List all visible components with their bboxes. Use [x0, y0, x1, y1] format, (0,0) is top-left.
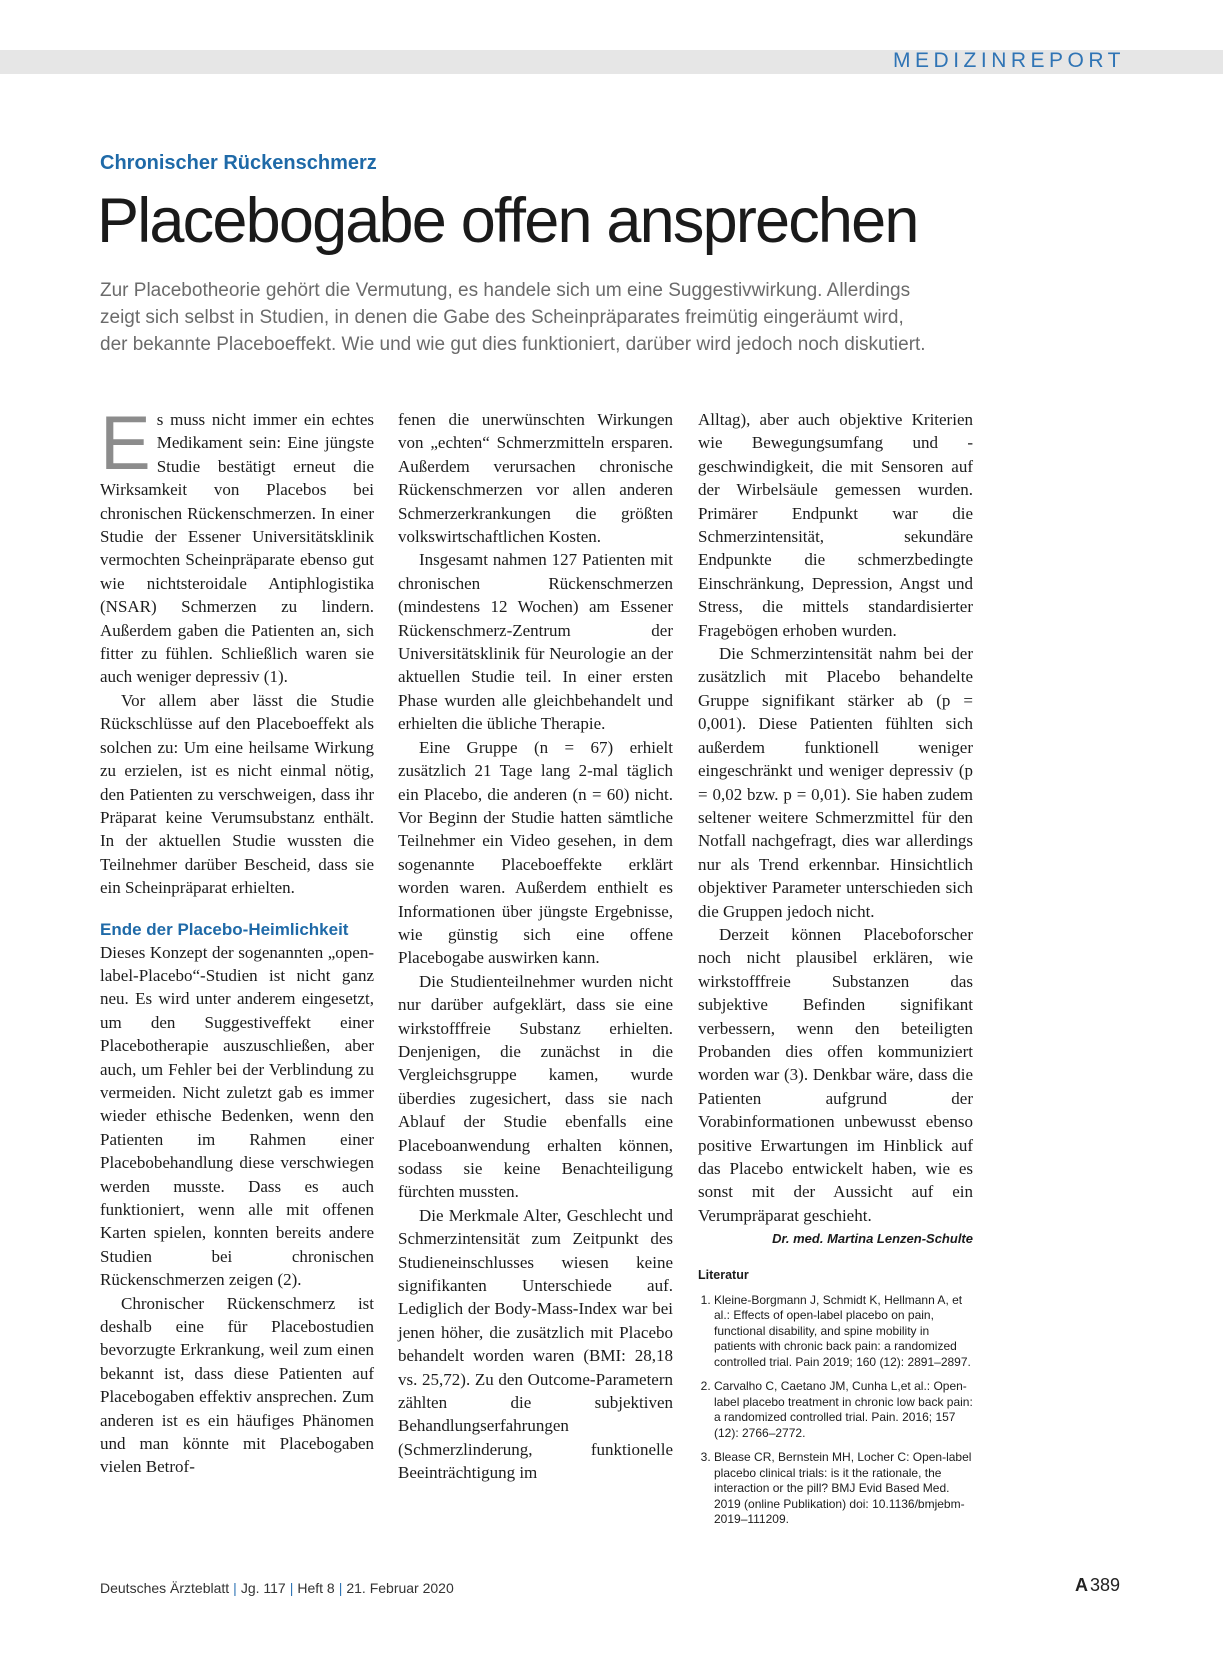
- paragraph: Die Schmerzintensität nahm bei der zusätzlich mit Placebo behandelte Gruppe signifikant stärker ab (p = 0,001). Diese Patienten fühlten sich außerdem funktionell weniger eingeschränkt und weniger depressiv (p = 0,02 bzw. p = 0,01). Sie haben zudem seltener weitere Schmerzmittel für den Notfall nachgefragt, dies war allerdings nur als Trend erkennbar. Hinsichtlich objektiver Parameter unterschieden sich die Gruppen jedoch nicht.: [698, 644, 973, 921]
- article-kicker: Chronischer Rückenschmerz: [100, 152, 377, 174]
- section-label: MEDIZINREPORT: [893, 49, 1125, 72]
- separator: |: [289, 1580, 294, 1596]
- paragraph: Vor allem aber lässt die Studie Rückschlüsse auf den Placeboeffekt als solchen zu: Um eine heilsame Wirkung zu erzielen, ist es nicht einmal nötig, den Patienten zu verschweigen, dass ihr Präparat keine Verumsubstanz enthält. In der aktuellen Studie wussten die Teilnehmer darüber Bescheid, dass sie ein Scheinpräparat erhielten.: [100, 690, 374, 898]
- paragraph: [100, 401, 374, 689]
- footer-citation: [100, 1580, 454, 1596]
- reference-item: 2. Carvalho C, Caetano JM, Cunha L,et al.: Open-label placebo treatment in chronic low back pain: a randomized controlled trial. Pain. 2016; 157 (12): 2766–2772.: [714, 1379, 973, 1441]
- subheading: Ende der Placebo-Heimlichkeit: [100, 919, 349, 939]
- volume: Jg. 117: [240, 1580, 286, 1596]
- article-title: Placebogabe offen ansprechen: [97, 186, 918, 256]
- author-name: Dr. med. Martina Lenzen-Schulte: [772, 1231, 973, 1247]
- journal-name: Deutsches Ärzteblatt: [100, 1580, 230, 1596]
- paragraph-text: Derzeit können Placeboforscher noch nicht plausibel erklären, wie wirkstofffreie Substanzen das subjektive Befinden signifikant verbessern, wenn den beteiligten Probanden dies offen kommuniziert worden war (3). Denkbar wäre, dass die Patienten aufgrund der Vorabinformationen unbewusst ebenso positive Erwartungen im Hinblick auf das Placebo entwickelt haben, wie es sonst mit der Aussicht auf ein Verumpräparat geschieht.: [698, 924, 973, 1225]
- text-column-1: [100, 401, 374, 1479]
- reference-item: 3. Blease CR, Bernstein MH, Locher C: Open-label placebo clinical trials: is it the rationale, the interaction or the pill? BMJ Evid Based Med. 2019 (online Publikation) doi: 10.1136/bmjebm-2019–111209.: [714, 1450, 973, 1528]
- paragraph: Dieses Konzept der sogenannten „open-label-Placebo“-Studien ist nicht ganz neu. Es wird unter anderem eingesetzt, um den Suggestiveffekt einer Placebotherapie auszuschließen, aber auch, um Fehler bei der Verblindung zu vermeiden. Nicht zuletzt gab es immer wieder ethische Bedenken, wenn den Patienten im Rahmen einer Placebobehandlung diese verschwiegen werden musste. Dass es auch funktioniert, wenn alle mit offenen Karten spielen, konnten bereits andere Studien bei chronischen Rückenschmerzen zeigen (2).: [100, 942, 374, 1290]
- paragraph: Alltag), aber auch objektive Kriterien wie Bewegungsumfang und -geschwindigkeit, die mit Sensoren auf der Wirbelsäule gemessen wurden. Primärer Endpunkt war die Schmerzintensität, sekundäre Endpunkte die schmerzbedingte Einschränkung, Depression, Angst und Stress, die mittels standardisierter Fragebögen erhoben wurden.: [698, 410, 973, 640]
- reference-item: 1. Kleine-Borgmann J, Schmidt K, Hellmann A, et al.: Effects of open-label placebo on pain, functional disability, and spine mobility in patients with chronic back pain: a randomized controlled trial. Pain 2019; 160 (12): 2891–2897.: [714, 1293, 973, 1371]
- paragraph: Die Merkmale Alter, Geschlecht und Schmerzintensität zum Zeitpunkt des Studieneinschlusses wiesen keine signifikanten Unterschiede auf. Lediglich der Body-Mass-Index war bei jenen höher, die zusätzlich mit Placebo behandelt worden waren (BMI: 28,18 vs. 25,72). Zu den Outcome-Parametern zählten die subjektiven Behandlungserfahrungen (Schmerzlinderung, funktionelle Beeinträchtigung im: [398, 1205, 673, 1483]
- paragraph: Eine Gruppe (n = 67) erhielt zusätzlich 21 Tage lang 2-mal täglich ein Placebo, die anderen (n = 60) nicht. Vor Beginn der Studie hatten sämtliche Teilnehmer ein Video gesehen, in dem sogenannte Placeboeffekte erklärt worden waren. Außerdem enthielt es Informationen über jüngste Ergebnisse, wie günstig sich eine offene Placebogabe auswirken kann.: [398, 737, 673, 968]
- paragraph: fenen die unerwünschten Wirkungen von „echten“ Schmerzmitteln ersparen. Außerdem verursachen chronische Rückenschmerzen vor allen anderen Schmerzerkrankungen die größten volkswirtschaftlichen Kosten.: [398, 410, 673, 547]
- separator: |: [233, 1580, 237, 1596]
- paragraph: Chronischer Rückenschmerz ist deshalb eine für Placebostudien bevorzugte Erkrankung, weil zum einen bekannt ist, dass diese Patienten auf Placebogaben effektiv ansprechen. Zum anderen ist es ein häufiges Phänomen und man könnte mit Placebogaben vielen Betrof-: [100, 1293, 374, 1477]
- issue-date: 21. Februar 2020: [346, 1580, 454, 1596]
- literature-title: Literatur: [698, 1268, 749, 1282]
- lead-line: Zur Placebotheorie gehört die Vermutung, es handele sich um eine Suggestivwirkung. Allerdings: [100, 280, 911, 301]
- paragraph-text: s muss nicht immer ein echtes Medikament sein: Eine jüngste Studie bestätigt erneut die Wirksamkeit von Placebos bei chronischen Rückenschmerzen. In einer Studie der Essener Universitätsklinik vermochten Scheinpräparate ebenso gut wie nichtsteroidale Antiphlogistika (NSAR) Schmerzen zu lindern. Außerdem gaben die Patienten an, sich fitter zu fühlen. Schließlich waren sie auch weniger depressiv (1).: [100, 410, 374, 687]
- page-number: [1075, 1575, 1120, 1596]
- separator: |: [338, 1580, 343, 1596]
- lead-line: der bekannte Placeboeffekt. Wie und wie gut dies funktioniert, darüber wird jedoch noch diskutiert.: [100, 334, 926, 355]
- page-number-value: 389: [1089, 1575, 1120, 1595]
- page-prefix: A: [1074, 1575, 1088, 1595]
- paragraph: Insgesamt nahmen 127 Patienten mit chronischen Rückenschmerzen (mindestens 12 Wochen) am Essener Rückenschmerz-Zentrum der Universitätsklinik für Neurologie an der aktuellen Studie teil. In einer ersten Phase wurden alle gleichbehandelt und erhielten die übliche Therapie.: [398, 550, 673, 734]
- paragraph: [698, 923, 973, 1247]
- literature-section: [698, 1268, 973, 1537]
- lead-line: zeigt sich selbst in Studien, in denen die Gabe des Scheinpräparates freimütig eingeräumt wird,: [100, 307, 904, 328]
- article-lead: [100, 277, 980, 358]
- paragraph: Die Studienteilnehmer wurden nicht nur darüber aufgeklärt, dass sie eine wirkstofffreie Substanz erhielten. Denjenigen, die zunächst in die Vergleichsgruppe kamen, wurde überdies zugesichert, dass sie nach Ablauf der Studie ebenfalls eine Placeboanwendung erhalten können, sodass sie keine Benachteiligung fürchten mussten.: [398, 971, 673, 1202]
- drop-cap: E: [100, 401, 151, 486]
- reference-list: [698, 1293, 973, 1528]
- text-column-3: [698, 408, 973, 1251]
- issue: Heft 8: [297, 1580, 335, 1596]
- text-column-2: [398, 408, 673, 1485]
